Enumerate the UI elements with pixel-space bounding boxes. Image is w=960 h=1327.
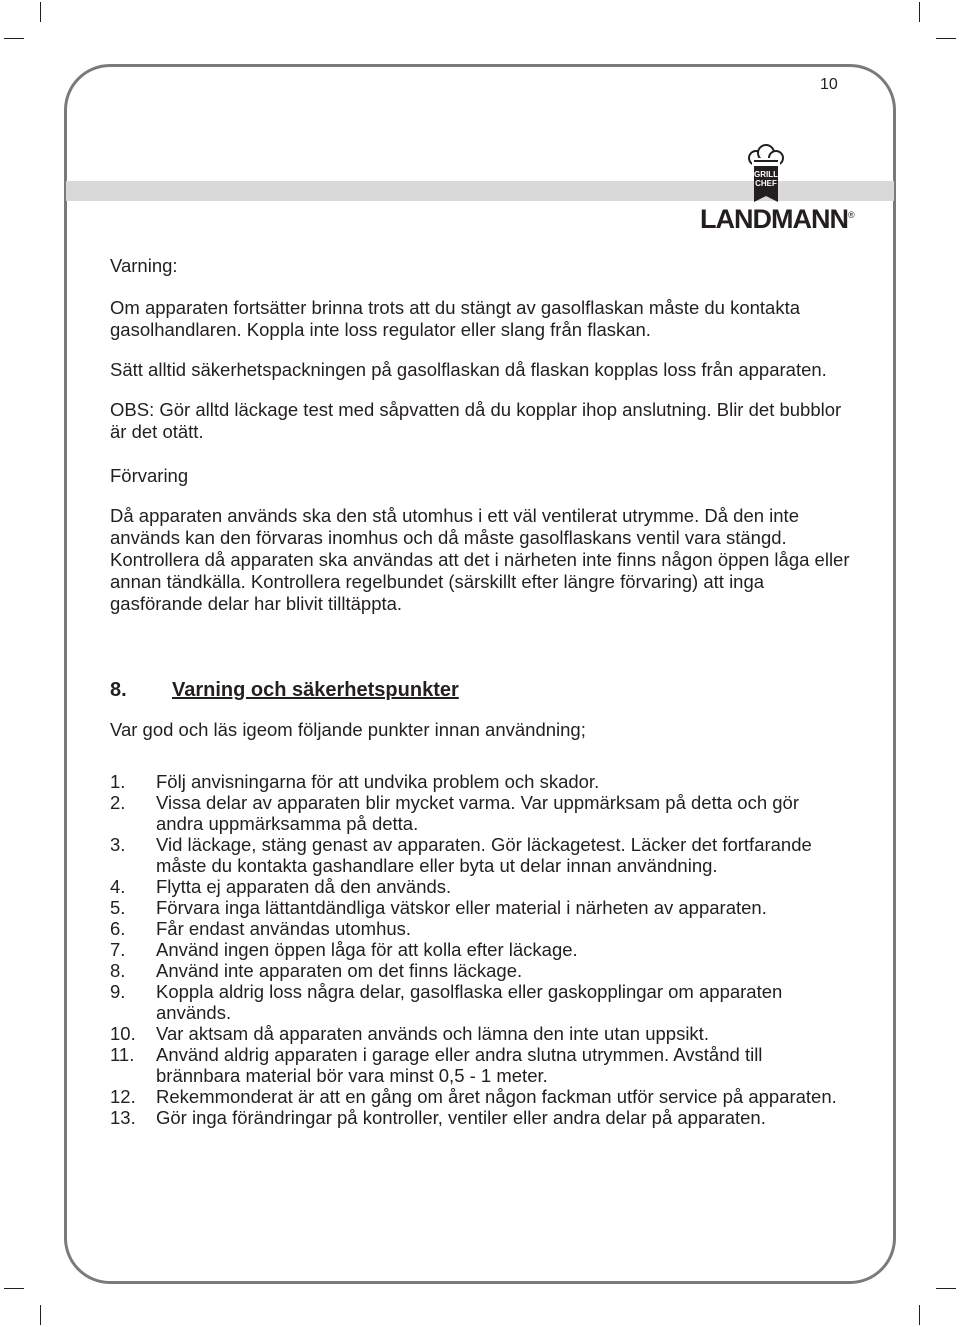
item-text: Gör inga förändringar på kontroller, ventiler eller andra delar på apparaten. xyxy=(156,1107,766,1128)
crop-mark xyxy=(4,38,24,39)
badge-line-1: GRILL xyxy=(754,170,778,179)
item-number: 11. xyxy=(110,1044,135,1065)
item-text: Rekemmonderat är att en gång om året någon fackman utför service på apparaten. xyxy=(156,1086,837,1107)
item-text: Flytta ej apparaten då den används. xyxy=(156,876,452,897)
item-text: Använd inte apparaten om det finns läckage. xyxy=(156,960,523,981)
warning-paragraph: OBS: Gör alltd läckage test med såpvatten då du kopplar ihop anslutning. Blir det bubblor är det otätt. xyxy=(110,399,842,442)
item-number: 5. xyxy=(110,897,126,918)
list-item xyxy=(110,1107,850,1128)
item-number: 9. xyxy=(110,981,126,1002)
item-text: Följ anvisningarna för att undvika problem och skador. xyxy=(156,771,600,792)
storage-paragraph: Då apparaten används ska den stå utomhus i ett väl ventilerat utrymme. Då den inte används kan den förvaras inomhus och då måste gasolflaskans ventil vara stängd. Kontrollera då apparaten ska användas att det i närheten inte finns någon öppen låga eller annan tändkälla. Kontrollera regelbundet (särskillt efter längre förvaring) att inga gasförande delar har blivit tilltäppta. xyxy=(110,505,850,614)
item-number: 8. xyxy=(110,960,126,981)
item-text: Koppla aldrig loss några delar, gasolflaska eller gaskopplingar om apparaten används. xyxy=(156,981,783,1023)
warning-title: Varning: xyxy=(110,255,178,276)
list-item xyxy=(110,939,850,960)
item-text: Förvara inga lättantdändliga vätskor eller material i närheten av apparaten. xyxy=(156,897,767,918)
crop-mark xyxy=(40,1305,41,1325)
item-number: 10. xyxy=(110,1023,136,1044)
badge-line-2: CHEF xyxy=(755,179,777,188)
list-item xyxy=(110,960,850,981)
section-intro: Var god och läs igeom följande punkter innan användning; xyxy=(110,719,586,740)
item-number: 13. xyxy=(110,1107,136,1128)
item-number: 1. xyxy=(110,771,126,792)
list-item xyxy=(110,792,850,834)
crop-mark xyxy=(936,38,956,39)
brand-name: LANDMANN xyxy=(700,204,848,234)
crop-mark xyxy=(4,1288,24,1289)
crop-mark xyxy=(919,2,920,22)
list-item xyxy=(110,1086,850,1107)
section-title: Varning och säkerhetspunkter xyxy=(172,679,459,701)
crop-mark xyxy=(936,1288,956,1289)
item-number: 12. xyxy=(110,1086,136,1107)
item-number: 7. xyxy=(110,939,126,960)
list-item xyxy=(110,918,850,939)
crop-mark xyxy=(919,1305,920,1325)
page-number: 10 xyxy=(820,76,838,93)
item-text: Vid läckage, stäng genast av apparaten. Gör läckagetest. Läcker det fortfarande måste du kontakta gashandlare eller byta ut delar innan användning. xyxy=(156,834,812,876)
registered-mark: ® xyxy=(847,210,854,220)
grill-chef-icon xyxy=(690,144,860,208)
item-number: 4. xyxy=(110,876,126,897)
section-number: 8. xyxy=(110,679,127,701)
list-item xyxy=(110,1023,850,1044)
list-item xyxy=(110,834,850,876)
item-number: 6. xyxy=(110,918,126,939)
warning-paragraph: Sätt alltid säkerhetspackningen på gasolflaskan då flaskan kopplas loss från apparaten. xyxy=(110,359,827,380)
brand-wordmark xyxy=(700,204,854,235)
list-item xyxy=(110,876,850,897)
warning-paragraph: Om apparaten fortsätter brinna trots att du stängt av gasolflaskan måste du kontakta gasolhandlaren. Koppla inte loss regulator eller slang från flaskan. xyxy=(110,297,801,340)
page-content xyxy=(110,255,850,1128)
list-item xyxy=(110,771,850,792)
storage-title: Förvaring xyxy=(110,465,189,486)
safety-list xyxy=(110,771,850,1128)
item-number: 3. xyxy=(110,834,126,855)
list-item xyxy=(110,897,850,918)
section-heading xyxy=(110,679,850,701)
item-text: Vissa delar av apparaten blir mycket varma. Var uppmärksam på detta och gör andra uppmärksamma på detta. xyxy=(156,792,800,834)
crop-mark xyxy=(40,2,41,22)
item-text: Var aktsam då apparaten används och lämna den inte utan uppsikt. xyxy=(156,1023,709,1044)
item-number: 2. xyxy=(110,792,126,813)
brand-logo xyxy=(690,144,860,240)
item-text: Använd ingen öppen låga för att kolla efter läckage. xyxy=(156,939,578,960)
list-item xyxy=(110,1044,850,1086)
item-text: Använd aldrig apparaten i garage eller andra slutna utrymmen. Avstånd till brännbara material bör vara minst 0,5 - 1 meter. xyxy=(156,1044,763,1086)
list-item xyxy=(110,981,850,1023)
item-text: Får endast användas utomhus. xyxy=(156,918,412,939)
